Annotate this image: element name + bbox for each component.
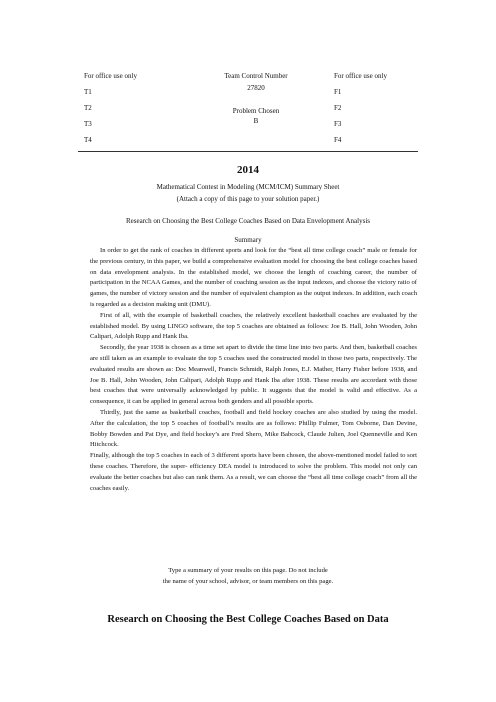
summary-paragraph: Secondly, the year 1938 is chosen as a time set apart to divide the time line into two parts. And then, basketball coaches are still taken as an example to evaluate the top 5 coaches used the constructed model in those two parts, respectively. The evaluated results are shown as: Doc Meanwell, Francis Schmidt, Ralph Jones, E.J. Mather, Harry Fisher before 1938, and Joe B. Hall, John Wooden, John Calipari, Adolph Rupp and Hank Iba after 1938. These results are accordant with those best coaches that were universally acknowledged by public. It suggests that the model is valid and effective. As a consequence, it can be applied in general across both genders and all possible sports.: [90, 344, 417, 406]
office-use-right-title: For office use only: [334, 72, 387, 80]
summary-paragraph: Thirdly, just the same as basketball coaches, football and field hockey coaches are also studied by using the model. After the calculation, the top 5 coaches of football’s results are as follows: Phillip Fulmer, Tom Osborne, Dan Devine, Bobby Bowden and Pat Dye, and field hockey’s are Fred Shero, Mike Babcock, Claude Julien, Joel Quenneville and Ken Hitchcock.: [90, 408, 417, 449]
summary-paragraph: Finally, although the top 5 coaches in each of 3 different sports have been chosen, the above-mentioned model failed to sort these coaches. Therefore, the super- efficiency DEA model is introduced to solve the problem. This model not only can evaluate the better coaches but also can rank them. As a result, we can choose the “best all time college coach” from all the coaches easily.: [90, 452, 417, 492]
office-use-header: [84, 68, 424, 144]
office-use-t4: T4: [84, 136, 92, 144]
office-use-left: [84, 68, 137, 148]
office-use-right: [334, 68, 387, 148]
summary-body: [90, 246, 417, 494]
team-info: [204, 68, 308, 126]
header-divider: [78, 151, 418, 152]
summary-heading: Summary: [234, 236, 262, 244]
team-control-label: Team Control Number: [224, 72, 288, 80]
office-use-t3: T3: [84, 120, 92, 128]
office-use-f4: F4: [334, 136, 342, 144]
contest-year: 2014: [237, 164, 259, 176]
contest-title: Mathematical Contest in Modeling (MCM/ICM) Summary Sheet: [156, 183, 340, 191]
attach-note: (Attach a copy of this page to your solution paper.): [176, 195, 320, 203]
problem-chosen-value: B: [253, 117, 259, 125]
summary-paragraph: First of all, with the example of basketball coaches, the relatively excellent basketball coaches are evaluated by the established model. By using LINGO software, the top 5 coaches are obtained as follows: Joe B. Hall, John Wooden, John Calipari, Adolph Rupp and Hank Iba.: [90, 311, 417, 341]
office-use-f2: F2: [334, 104, 342, 112]
office-use-f1: F1: [334, 88, 342, 96]
next-page-title: Research on Choosing the Best College Coaches Based on Data: [107, 614, 389, 625]
instruction-note: [0, 565, 496, 587]
instruction-line-2: the name of your school, advisor, or team members on this page.: [162, 578, 334, 585]
team-control-number: 27820: [247, 84, 265, 92]
paper-title: Research on Choosing the Best College Coaches Based on Data Envelopment Analysis: [126, 217, 370, 225]
office-use-t2: T2: [84, 104, 92, 112]
summary-paragraph: In order to get the rank of coaches in different sports and look for the “best all time college coach” male or female for the previous century, in this paper, we build a comprehensive evaluation model for choosing the best college coaches based on data envelopment analysis. In the established model, we choose the length of coaching career, the number of participation in the NCAA Games, and the number of coaching session as the input indexes, and choose the victory ratio of games, the number of victory session and the number of equivalent champion as the output indexes. In addition, each coach is regarded as a decision making unit (DMU).: [90, 247, 417, 308]
office-use-f3: F3: [334, 120, 342, 128]
office-use-left-title: For office use only: [84, 72, 137, 80]
instruction-line-1: Type a summary of your results on this page. Do not include: [168, 567, 328, 574]
problem-chosen-label: Problem Chosen: [232, 107, 280, 115]
office-use-t1: T1: [84, 88, 92, 96]
